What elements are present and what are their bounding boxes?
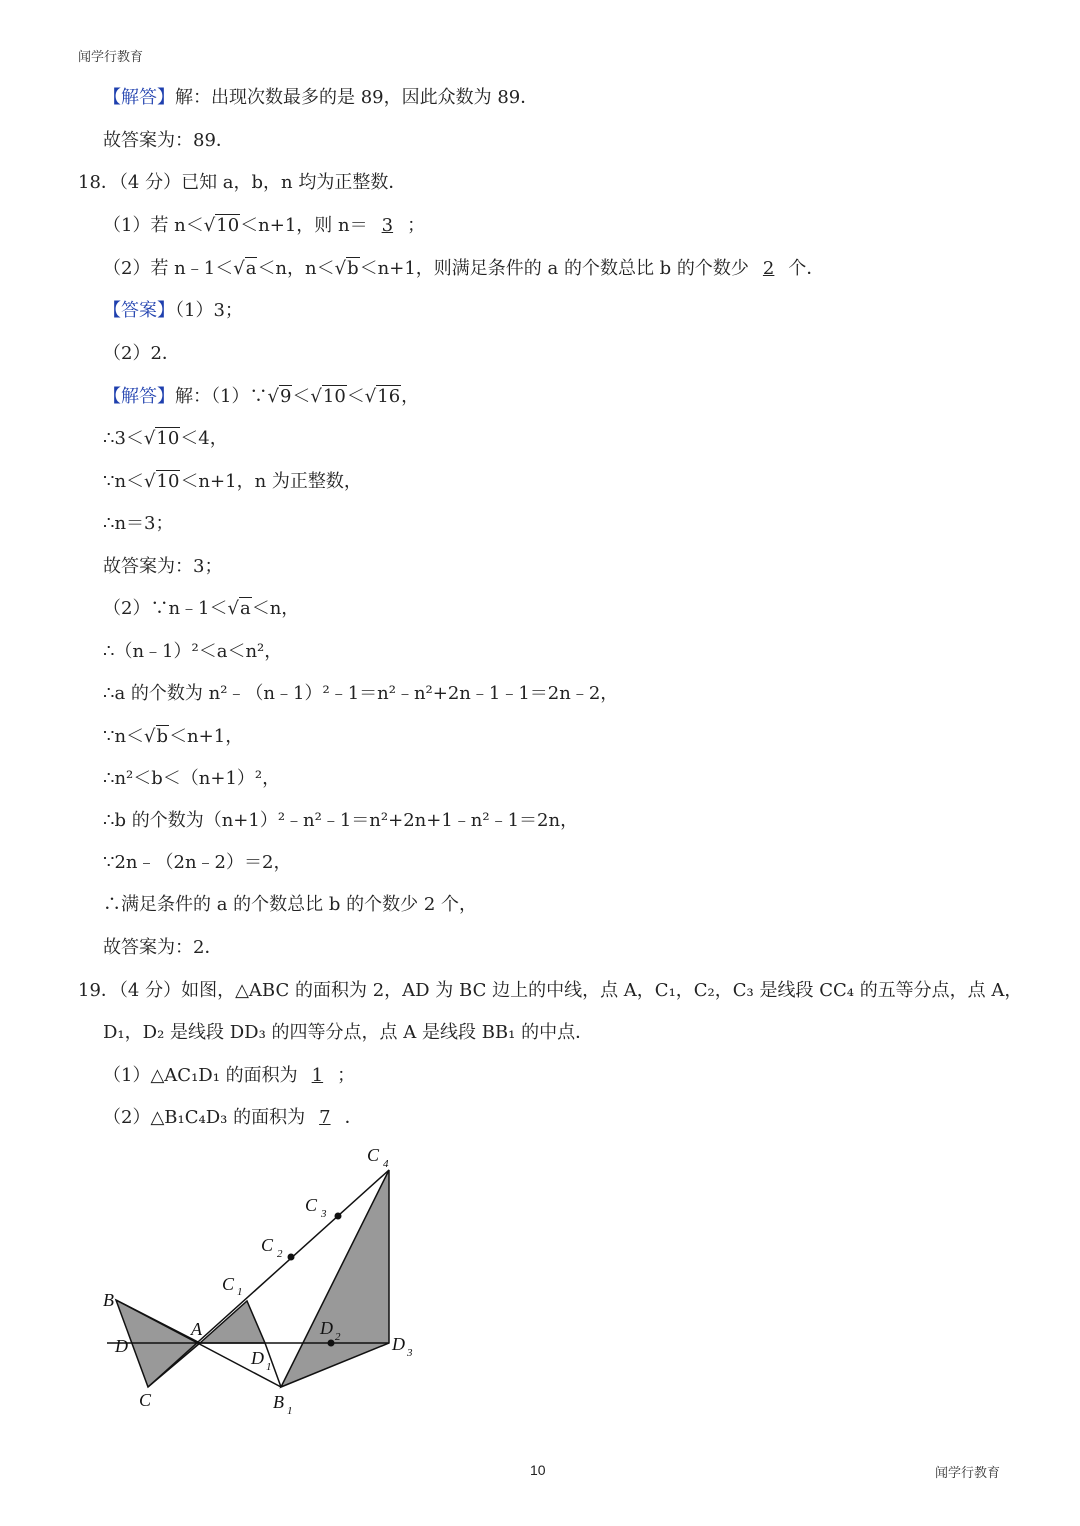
label-c2: C — [261, 1235, 274, 1255]
q18-part1-end: ； — [407, 215, 426, 236]
point-c2 — [288, 1254, 295, 1261]
q18-sol-6-end: ＜n， — [251, 598, 300, 619]
q18-sol-7: ∴（n﹣1）²＜a＜n²， — [103, 641, 283, 662]
label-c1: C — [222, 1274, 235, 1294]
q18-stem: 18．（4 分）已知 a，b，n 均为正整数． — [78, 172, 407, 193]
triangle-ac1d1 — [200, 1301, 265, 1343]
q18-sol-10: ∴n²＜b＜（n+1）²， — [103, 768, 281, 789]
q18-part2-root-b: b — [347, 258, 359, 279]
q18-sol-3: ∵n＜√10＜n+1，n 为正整数， — [103, 471, 362, 492]
page-header-org: 闻学行教育 — [78, 50, 144, 65]
q18-part2-a: （2）若 n﹣1＜ — [103, 258, 234, 279]
q17-answer-line: 故答案为：89． — [103, 130, 234, 151]
label-d2-sub: 2 — [335, 1331, 341, 1343]
solution-tag: 【解答】 — [103, 87, 175, 108]
q18-part2-root-a: a — [245, 258, 257, 279]
q18-sol-1-r1: 9 — [279, 386, 292, 407]
q18-part2-b: ＜n，n＜ — [257, 258, 335, 279]
q18-sol-1-prefix: 解：（1）∵ — [175, 386, 268, 407]
q18-sol-12: ∵2n﹣（2n﹣2）＝2， — [103, 852, 292, 873]
q18-answer-1: （1）3； — [175, 300, 243, 321]
q18-sol-9-root: b — [156, 726, 169, 747]
q19-part2 — [103, 1106, 363, 1130]
point-d2 — [328, 1340, 335, 1347]
label-b1-sub: 1 — [287, 1405, 293, 1417]
q18-sol-1-r2: 10 — [322, 386, 346, 407]
q18-sol-3-prefix: ∵n＜ — [103, 471, 145, 492]
q18-sol-6-root: a — [239, 598, 251, 619]
label-c3-sub: 3 — [321, 1208, 327, 1220]
label-b: B — [103, 1290, 114, 1310]
q18-part1-mid: ＜n+1，则 n＝ — [240, 215, 368, 236]
q18-sol-1-lt1: ＜ — [292, 386, 311, 407]
label-d: D — [115, 1336, 128, 1356]
q18-answer-line — [103, 299, 243, 323]
q18-sol-9: ∵n＜√b＜n+1， — [103, 726, 244, 747]
q18-sol-2: ∴3＜√10＜4， — [103, 428, 228, 449]
label-a: A — [191, 1319, 202, 1339]
q19-stem-1: 19．（4 分）如图，△ABC 的面积为 2，AD 为 BC 边上的中线，点 A，C₁，C₂，C₃ 是线段 CC₄ 的五等分点，点 A， — [78, 980, 1023, 1001]
q18-sol-2-end: ＜4， — [180, 428, 228, 449]
q18-sol-5: 故答案为：3； — [103, 556, 223, 577]
q18-part2-answer: 2 — [762, 258, 775, 279]
label-c: C — [139, 1390, 152, 1410]
q18-sol-4: ∴n＝3； — [103, 513, 174, 534]
q18-part1: （1）若 n＜√10＜n+1，则 n＝ 3 ； — [103, 215, 426, 236]
q18-part2-end: 个． — [788, 258, 825, 279]
page-footer-org: 闻学行教育 — [935, 1466, 1001, 1481]
label-b1: B — [273, 1392, 284, 1412]
answer-tag: 【答案】 — [103, 300, 175, 321]
q18-sol-3-end: ＜n+1，n 为正整数， — [180, 471, 362, 492]
q18-sol-11: ∴b 的个数为（n+1）²﹣n²﹣1＝n²+2n+1﹣n²﹣1＝2n， — [103, 810, 579, 831]
q18-sol-9-prefix: ∵n＜ — [103, 726, 145, 747]
q18-sol-9-end: ＜n+1， — [169, 726, 244, 747]
q19-part1-prefix: （1）△AC₁D₁ 的面积为 — [103, 1065, 298, 1086]
label-d2: D — [320, 1318, 333, 1338]
q18-part2: （2）若 n﹣1＜√a＜n，n＜√b＜n+1，则满足条件的 a 的个数总比 b 的个数少 2 个． — [103, 258, 825, 279]
q19-part1-answer: 1 — [311, 1065, 324, 1086]
label-c1-sub: 1 — [237, 1286, 243, 1298]
q18-sol-6: （2）∵n﹣1＜√a＜n， — [103, 598, 300, 619]
q19-part2-end: ． — [344, 1107, 363, 1128]
q19-stem-2: D₁，D₂ 是线段 DD₃ 的四等分点，点 A 是线段 BB₁ 的中点． — [103, 1022, 594, 1043]
q18-sol-14: 故答案为：2． — [103, 937, 223, 958]
label-c4: C — [367, 1145, 380, 1165]
q19-part1-end: ； — [337, 1065, 356, 1086]
label-c2-sub: 2 — [277, 1248, 283, 1260]
q18-sol-1-lt2: ＜ — [346, 386, 365, 407]
label-d3: D — [392, 1334, 405, 1354]
q18-part2-c: ＜n+1，则满足条件的 a 的个数总比 b 的个数少 — [359, 258, 749, 279]
q19-part2-answer: 7 — [319, 1107, 331, 1128]
q17-solution-line — [103, 86, 538, 110]
q18-sol-2-root: 10 — [156, 428, 180, 449]
q19-part1 — [103, 1064, 355, 1088]
q18-answer-2: （2）2． — [103, 343, 180, 364]
q17-solution-text: 解：出现次数最多的是 89，因此众数为 89． — [175, 87, 539, 108]
solution-tag: 【解答】 — [103, 386, 175, 407]
geometry-figure — [95, 1140, 435, 1425]
point-c3 — [335, 1213, 342, 1220]
q18-sol-1-r3: 16 — [377, 386, 401, 407]
triangle-b1c4d3 — [281, 1170, 389, 1387]
q18-part1-root: 10 — [216, 215, 240, 236]
q18-sol-1-end: ， — [401, 386, 420, 407]
label-d1-sub: 1 — [266, 1361, 272, 1373]
page-number: 10 — [530, 1462, 546, 1478]
label-d3-sub: 3 — [407, 1347, 413, 1359]
q19-part2-prefix: （2）△B₁C₄D₃ 的面积为 — [103, 1107, 306, 1128]
q18-sol-6-prefix: （2）∵n﹣1＜ — [103, 598, 228, 619]
q18-sol-1: 【解答】解：（1）∵√9＜√10＜√16， — [103, 386, 420, 407]
q18-sol-13: ∴满足条件的 a 的个数总比 b 的个数少 2 个， — [103, 894, 478, 915]
q18-part1-answer: 3 — [381, 215, 394, 236]
q18-sol-2-prefix: ∴3＜ — [103, 428, 144, 449]
q18-sol-3-root: 10 — [156, 471, 180, 492]
label-c4-sub: 4 — [383, 1158, 389, 1170]
label-c3: C — [305, 1195, 318, 1215]
q18-sol-8: ∴a 的个数为 n²﹣（n﹣1）²﹣1＝n²﹣n²+2n﹣1﹣1＝2n﹣2， — [103, 683, 619, 704]
label-d1: D — [251, 1348, 264, 1368]
q18-part1-prefix: （1）若 n＜ — [103, 215, 204, 236]
